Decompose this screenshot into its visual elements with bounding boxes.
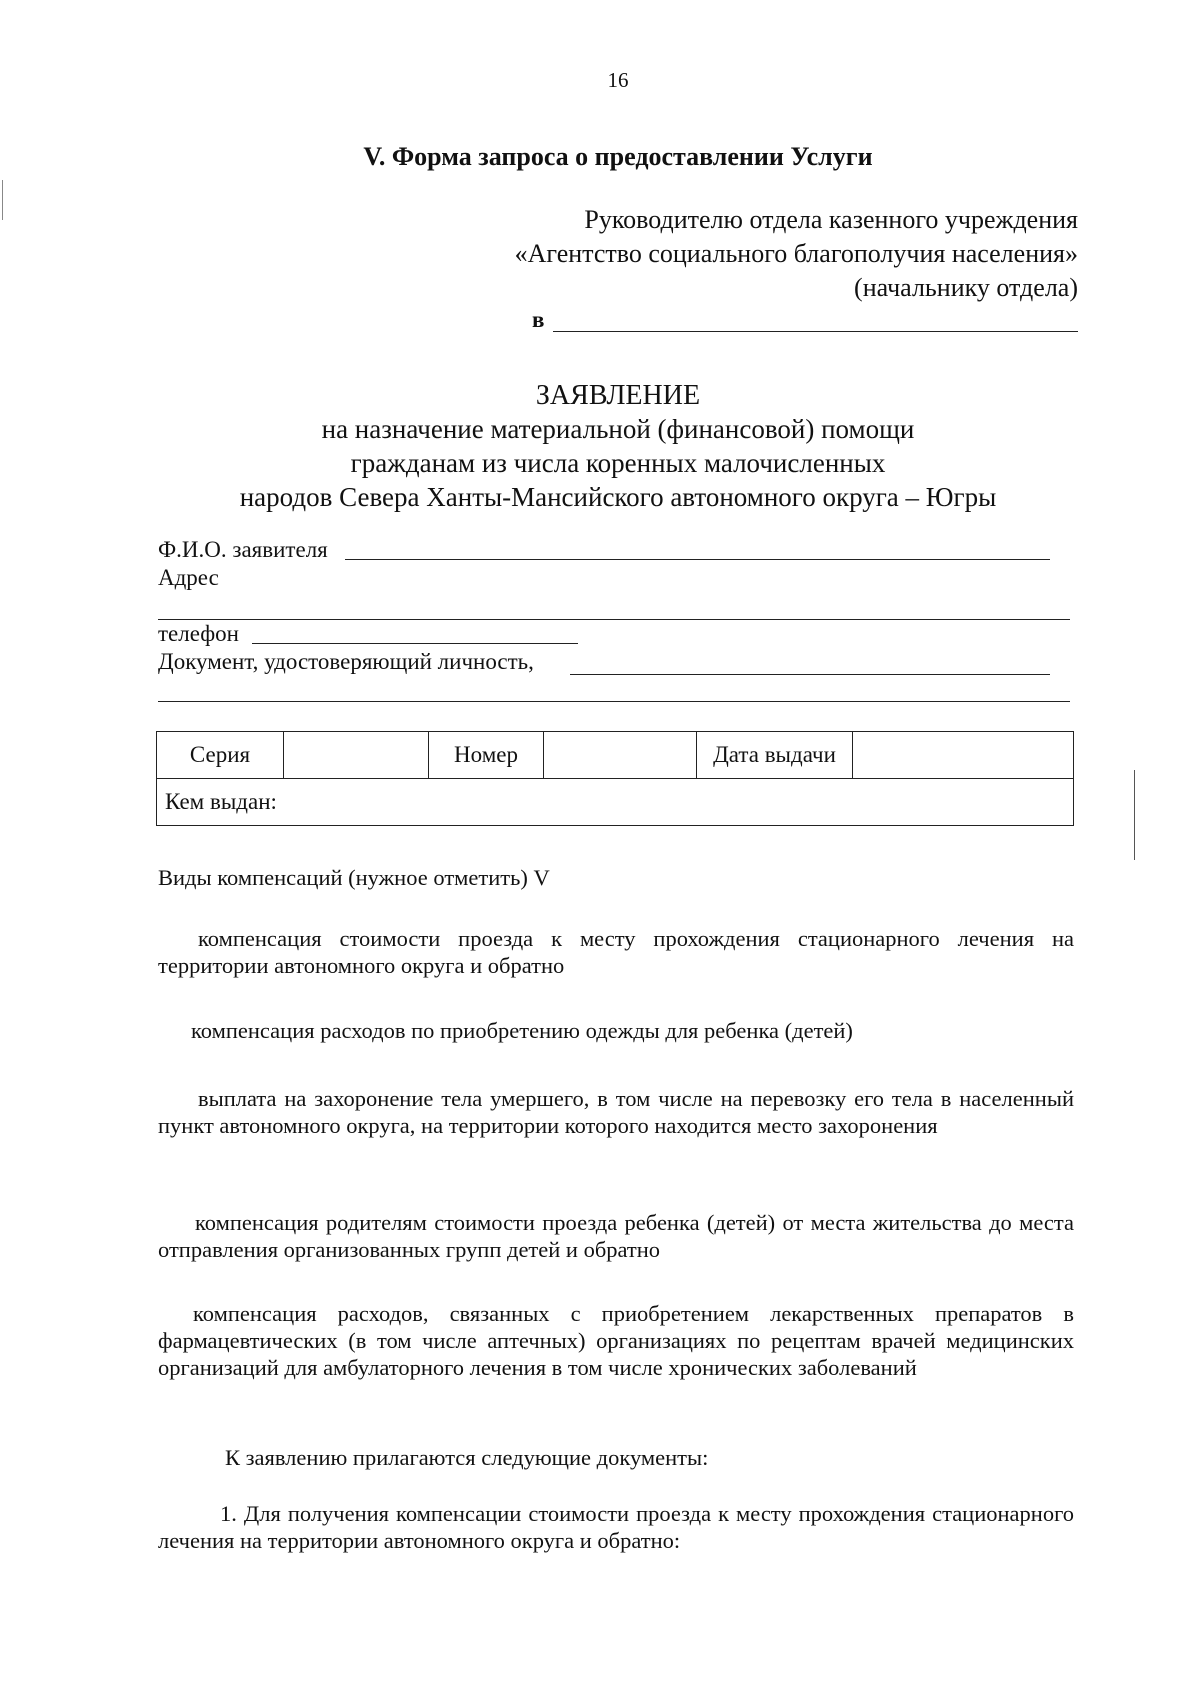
fio-label: Ф.И.О. заявителя <box>158 537 328 562</box>
compensation-item-5: компенсация расходов, связанных с приобретением лекарственных препаратов в фармацевтических (в том числе аптечных) организациях по рецептам врачей медицинских организаций для амбулаторного лечения в том числе хронических заболеваний <box>158 1301 1074 1380</box>
phone-label: телефон <box>158 621 239 646</box>
scan-edge-mark-left <box>2 180 3 220</box>
number-value-cell <box>544 732 697 779</box>
statement-subtitle-2: гражданам из числа коренных малочисленных <box>350 448 886 478</box>
id-document-blank-line-2 <box>158 701 1070 702</box>
id-document-blank-line <box>570 674 1050 675</box>
issue-date-value-cell <box>853 732 1074 779</box>
address-label: Адрес <box>158 565 219 590</box>
fio-blank-line <box>345 559 1050 560</box>
scan-edge-mark <box>1134 770 1135 860</box>
series-label-cell: Серия <box>157 732 284 779</box>
series-value-cell <box>284 732 429 779</box>
table-row <box>157 732 1074 779</box>
address-blank-line <box>158 619 1070 620</box>
compensation-item-4: компенсация родителям стоимости проезда ребенка (детей) от места жительства до места отправления организованных групп детей и обратно <box>158 1210 1074 1262</box>
compensation-item-2: компенсация расходов по приобретению одежды для ребенка (детей) <box>191 1018 853 1043</box>
id-document-table <box>156 731 1074 826</box>
addressee-line-3: (начальнику отдела) <box>854 273 1078 302</box>
id-document-label: Документ, удостоверяющий личность, <box>158 649 534 674</box>
department-blank-line <box>553 331 1078 332</box>
table-row <box>157 779 1074 826</box>
compensation-header: Виды компенсаций (нужное отметить) V <box>158 865 550 890</box>
addressee-line-2: «Агентство социального благополучия населения» <box>514 239 1078 268</box>
addressee-line-1: Руководителю отдела казенного учреждения <box>584 205 1078 234</box>
page-number: 16 <box>607 68 629 92</box>
statement-subtitle-3: народов Севера Ханты-Мансийского автономного округа – Югры <box>239 482 997 512</box>
issued-by-cell: Кем выдан: <box>157 779 1074 826</box>
attachment-item-1: 1. Для получения компенсации стоимости проезда к месту прохождения стационарного лечения на территории автономного округа и обратно: <box>158 1501 1074 1553</box>
statement-title: ЗАЯВЛЕНИЕ <box>535 380 701 411</box>
section-title: V. Форма запроса о предоставлении Услуги <box>363 142 873 171</box>
compensation-item-3: выплата на захоронение тела умершего, в том числе на перевозку его тела в населенный пункт автономного округа, на территории которого находится место захоронения <box>158 1086 1074 1138</box>
number-label-cell: Номер <box>429 732 544 779</box>
phone-blank-line <box>252 643 578 644</box>
department-prefix: в <box>532 307 545 332</box>
issue-date-label-cell: Дата выдачи <box>697 732 853 779</box>
compensation-item-1: компенсация стоимости проезда к месту прохождения стационарного лечения на территории автономного округа и обратно <box>158 926 1074 978</box>
attachments-header: К заявлению прилагаются следующие документы: <box>225 1445 709 1470</box>
statement-subtitle-1: на назначение материальной (финансовой) помощи <box>321 414 915 444</box>
